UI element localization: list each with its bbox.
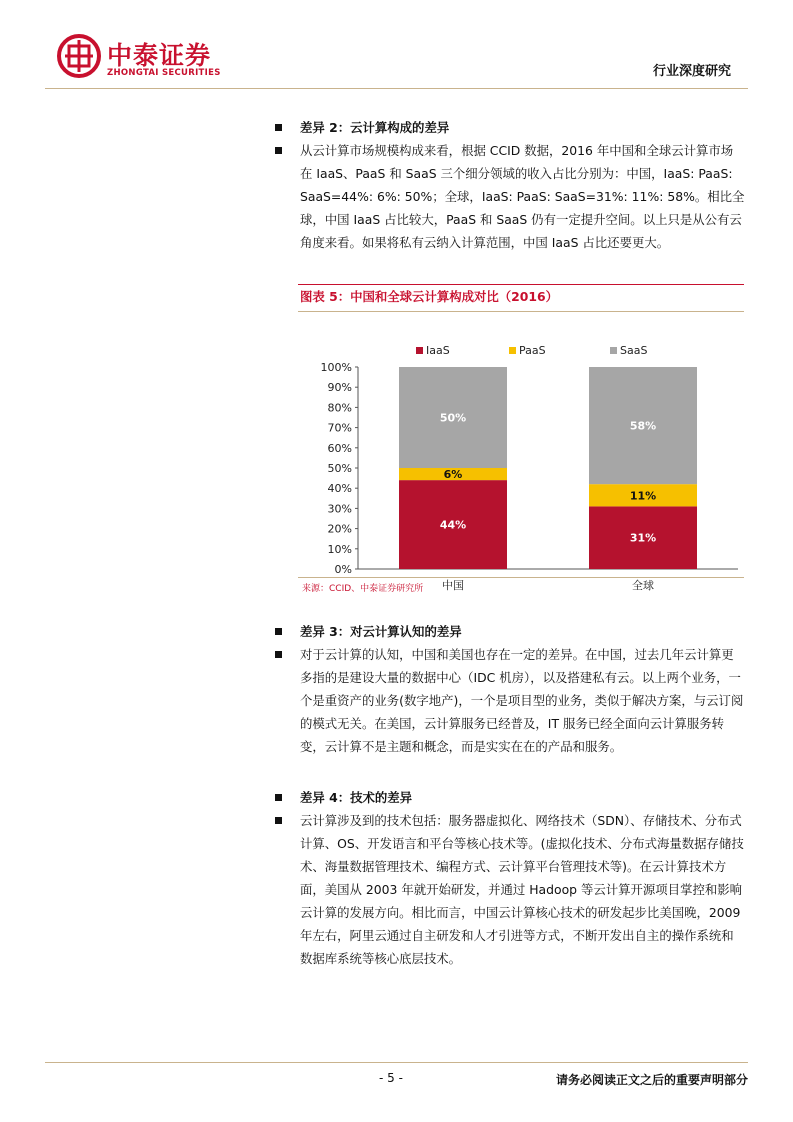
- header-divider: [45, 88, 748, 89]
- y-tick-label: 100%: [320, 361, 352, 374]
- page-number: - 5 -: [379, 1071, 403, 1085]
- bullet-square-icon: [275, 651, 282, 658]
- section-heading: 差异 2：云计算构成的差异: [275, 116, 745, 139]
- footer-divider: [45, 1062, 748, 1063]
- footer-disclaimer: 请务必阅读正文之后的重要声明部分: [555, 1073, 748, 1087]
- data-label: 58%: [629, 419, 657, 433]
- data-label: 6%: [443, 468, 463, 482]
- section-diff-3: [275, 620, 745, 758]
- y-tick-label: 30%: [327, 502, 352, 516]
- data-label: 31%: [629, 531, 657, 545]
- bullet-square-icon: [275, 628, 282, 635]
- x-tick-label: 全球: [632, 579, 654, 592]
- legend-label-paas: PaaS: [519, 344, 546, 357]
- bullet-square-icon: [275, 794, 282, 801]
- paragraph: 对于云计算的认知，中国和美国也存在一定的差异。在中国，过去几年云计算更多指的是建设大量的数据中心（IDC 机房），以及搭建私有云。以上两个业务，一个是重资产的业务(数字地产)，一个是项目型的业务，类似于解决方案，与云订阅的模式无关。在美国，云计算服务已经普及，IT 服务已经全面向云计算服务转变，云计算不是主题和概念，而是实实在在的产品和服务。: [275, 643, 745, 758]
- y-tick-label: 90%: [327, 381, 352, 395]
- y-tick-label: 50%: [327, 462, 352, 475]
- section-diff-2: [275, 116, 745, 254]
- y-tick-label: 80%: [327, 401, 352, 415]
- data-label: 44%: [439, 518, 467, 532]
- y-tick-label: 40%: [327, 482, 352, 496]
- legend-label-saas: SaaS: [620, 344, 648, 357]
- bullet-square-icon: [275, 124, 282, 131]
- data-label: 11%: [629, 489, 657, 503]
- data-label: 50%: [439, 411, 467, 425]
- logo-chinese-name: 中泰证券: [107, 41, 212, 70]
- y-tick-label: 60%: [327, 441, 352, 455]
- y-tick-label: 70%: [327, 421, 352, 435]
- report-type: 行业深度研究: [652, 64, 731, 79]
- paragraph: 云计算涉及到的技术包括：服务器虚拟化、网络技术（SDN）、存储技术、分布式计算、OS、开发语言和平台等核心技术等。(虚拟化技术、分布式海量数据存储技术、海量数据管理技术、编程方式、云计算平台管理技术等)。在云计算技术方面，美国从 2003 年就开始研发，并通过 Hadoop 等云计算开源项目掌控和影响云计算的发展方向。相比而言，中国云计算核心技术的研发起步比美国晚，2009 年左右，阿里云通过自主研发和人才引进等方式，不断开发出自主的操作系统和数据库系统等核心底层技术。: [275, 809, 745, 970]
- legend-label-iaas: IaaS: [426, 344, 450, 357]
- figure-source: 来源：CCID、中泰证券研究所: [302, 584, 424, 594]
- legend-swatch-saas: [610, 347, 617, 354]
- paragraph: 从云计算市场规模构成来看，根据 CCID 数据，2016 年中国和全球云计算市场在 IaaS、PaaS 和 SaaS 三个细分领域的收入占比分别为：中国，IaaS: PaaS: SaaS=44%: 6%: 50%；全球，IaaS: PaaS: SaaS=31%: 11%: 58%。相比全球，中国 IaaS 占比较大，PaaS 和 SaaS 仍有一定提升空间。以上只是从公有云角度来看。如果将私有云纳入计算范围，中国 IaaS 占比还要更大。: [275, 139, 745, 254]
- bullet-square-icon: [275, 147, 282, 154]
- x-tick-label: 中国: [442, 579, 464, 592]
- section-diff-4: [275, 786, 745, 970]
- y-tick-label: 10%: [327, 542, 352, 556]
- bullet-square-icon: [275, 817, 282, 824]
- logo-english-name: ZHONGTAI SECURITIES: [107, 68, 221, 78]
- y-tick-label: 20%: [327, 522, 352, 536]
- legend-swatch-paas: [509, 347, 516, 354]
- section-heading: 差异 3：对云计算认知的差异: [275, 620, 745, 643]
- figure-title: 图表 5：中国和全球云计算构成对比（2016）: [298, 284, 744, 309]
- company-logo: [57, 34, 247, 84]
- legend-swatch-iaas: [416, 347, 423, 354]
- figure-bottom-divider: [298, 577, 744, 578]
- section-heading: 差异 4：技术的差异: [275, 786, 745, 809]
- zhongtai-logo-icon: [57, 34, 101, 78]
- y-tick-label: 0%: [334, 563, 352, 576]
